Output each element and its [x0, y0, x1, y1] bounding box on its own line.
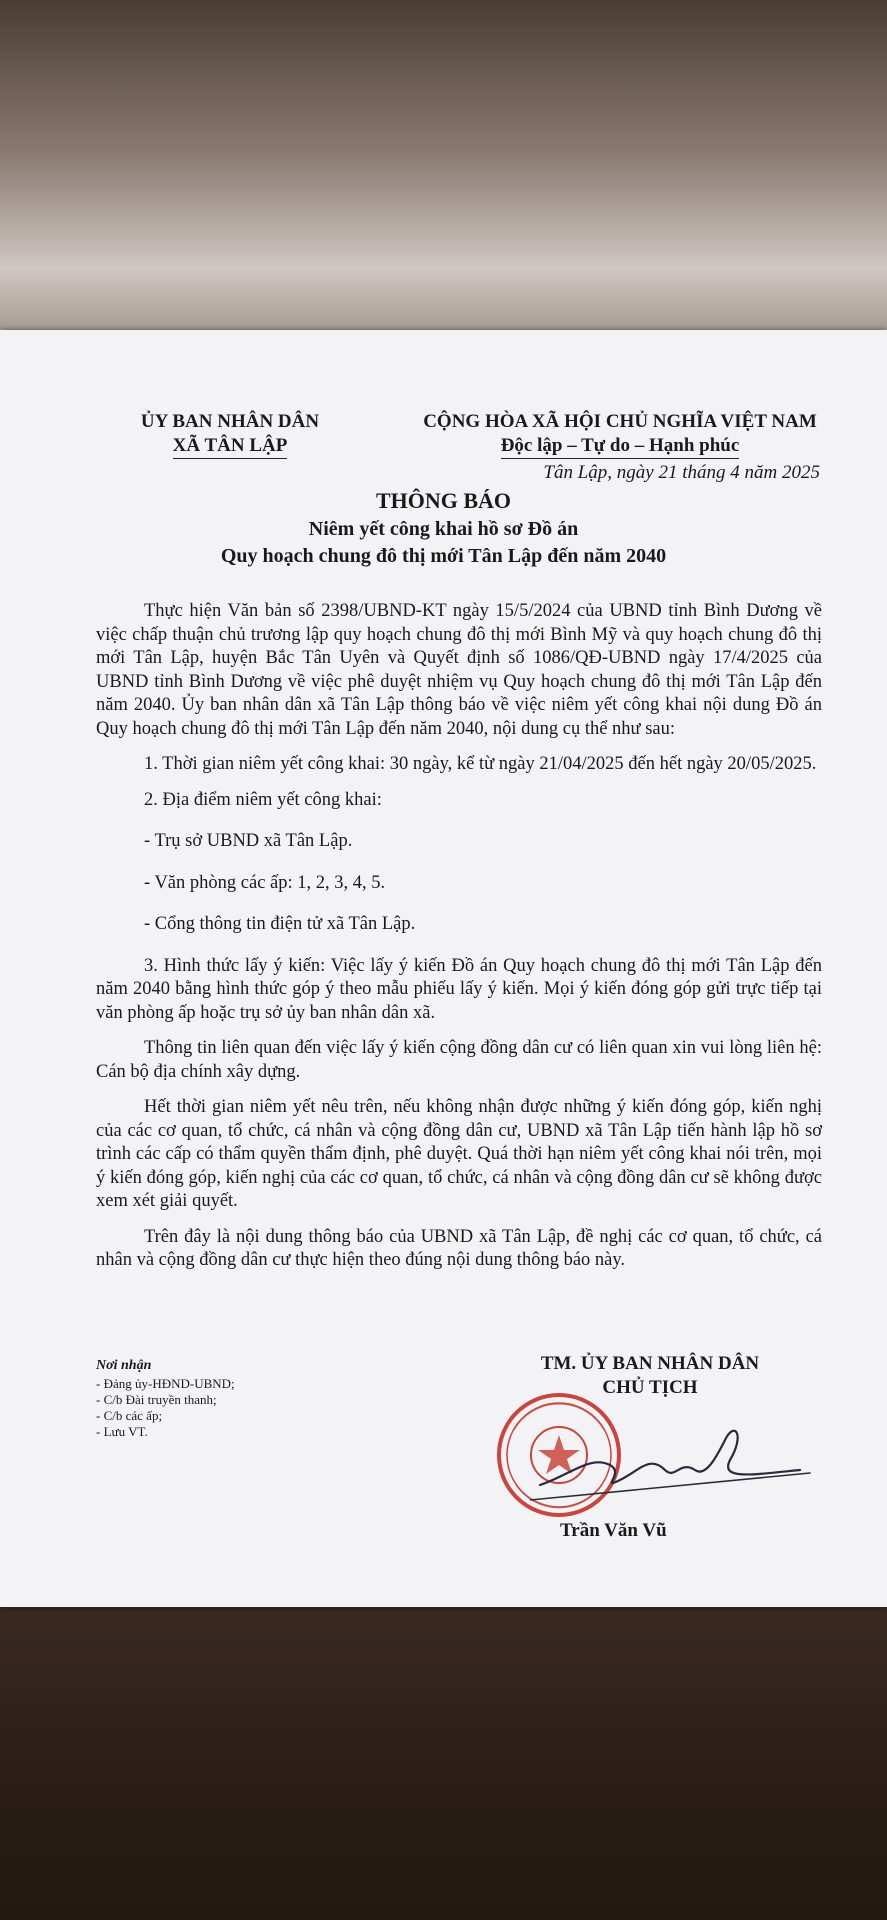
item-1: 1. Thời gian niêm yết công khai: 30 ngày, kể từ ngày 21/04/2025 đến hết ngày 20/05/2025. [144, 754, 817, 774]
recipient-item: - Lưu VT. [96, 1424, 148, 1439]
deadline-paragraph: Hết thời gian niêm yết nêu trên, nếu không nhận được những ý kiến đóng góp, kiến nghị của các cơ quan, tổ chức, cá nhân và cộng đồng dân cư, UBND xã Tân Lập tiến hành lập hồ sơ trình các cấp có thẩm quyền thẩm định, phê duyệt. Quá thời hạn niêm yết công khai nói trên, mọi ý kiến đóng góp, kiến nghị của các cơ quan, tổ chức, cá nhân và cộng đồng dân cư sẽ không được xem xét giải quyết. [96, 1097, 822, 1211]
subtitle-line-1: Niêm yết công khai hồ sơ Đồ án [308, 518, 579, 540]
document-page [0, 330, 887, 1607]
issuing-agency [110, 410, 350, 459]
item-2: 2. Địa điểm niêm yết công khai: [144, 789, 382, 810]
document-body [96, 600, 822, 1285]
handwritten-signature-icon [530, 1415, 830, 1505]
document-subtitle [0, 516, 887, 570]
agency-line-2: XÃ TÂN LẬP [173, 434, 288, 459]
country-name: CỘNG HÒA XÃ HỘI CHỦ NGHĨA VIỆT NAM [423, 411, 817, 432]
document-title: THÔNG BÁO [375, 488, 512, 513]
desk-background [0, 1600, 887, 1920]
item-3: 3. Hình thức lấy ý kiến: Việc lấy ý kiến Đồ án Quy hoạch chung đô thị mới Tân Lập đến năm 2040 bằng hình thức góp ý theo mẫu phiếu lấy ý kiến. Mọi ý kiến đóng góp gửi trực tiếp tại văn phòng ấp hoặc trụ sở ủy ban nhân dân xã. [96, 955, 822, 1023]
signatory-title-line-2: CHỦ TỊCH [602, 1377, 698, 1398]
recipient-item: - C/b các ấp; [96, 1408, 163, 1423]
recipient-item: - C/b Đài truyền thanh; [96, 1392, 217, 1407]
subtitle-line-2: Quy hoạch chung đô thị mới Tân Lập đến năm 2040 [220, 545, 667, 567]
motto: Độc lập – Tự do – Hạnh phúc [501, 434, 740, 459]
location-2: - Văn phòng các ấp: 1, 2, 3, 4, 5. [144, 872, 386, 893]
signatory-name: Trần Văn Vũ [560, 1520, 667, 1541]
location-1: - Trụ sở UBND xã Tân Lập. [144, 831, 353, 851]
issue-date: Tân Lập, ngày 21 tháng 4 năm 2025 [543, 462, 820, 483]
location-3: - Cổng thông tin điện tử xã Tân Lập. [144, 914, 416, 934]
closing-paragraph: Trên đây là nội dung thông báo của UBND xã Tân Lập, đề nghị các cơ quan, tổ chức, cá nhân và cộng đồng dân cư thực hiện theo đúng nội dung thông báo này. [96, 1226, 822, 1270]
signatory-title-line-1: TM. ỦY BAN NHÂN DÂN [540, 1353, 760, 1374]
recipients-title: Nơi nhận [96, 1358, 152, 1373]
recipients-block [96, 1358, 356, 1440]
recipient-item: - Đảng ủy-HĐND-UBND; [96, 1376, 235, 1391]
national-motto [400, 410, 840, 459]
intro-paragraph: Thực hiện Văn bản số 2398/UBND-KT ngày 15/5/2024 của UBND tỉnh Bình Dương về việc chấp thuận chủ trương lập quy hoạch chung đô thị mới Bình Mỹ và quy hoạch chung đô thị mới Tân Lập, huyện Bắc Tân Uyên và Quyết định số 1086/QĐ-UBND ngày 17/4/2025 của UBND tỉnh Bình Dương về việc phê duyệt nhiệm vụ Quy hoạch chung đô thị mới Tân Lập đến năm 2040. Ủy ban nhân dân xã Tân Lập thông báo về việc niêm yết công khai nội dung Đồ án Quy hoạch chung đô thị mới Tân Lập đến năm 2040, nội dung cụ thể như sau: [96, 601, 822, 739]
agency-line-1: ỦY BAN NHÂN DÂN [140, 411, 320, 432]
contact-paragraph: Thông tin liên quan đến việc lấy ý kiến cộng đồng dân cư có liên quan xin vui lòng liên hệ: Cán bộ địa chính xây dựng. [96, 1038, 822, 1082]
